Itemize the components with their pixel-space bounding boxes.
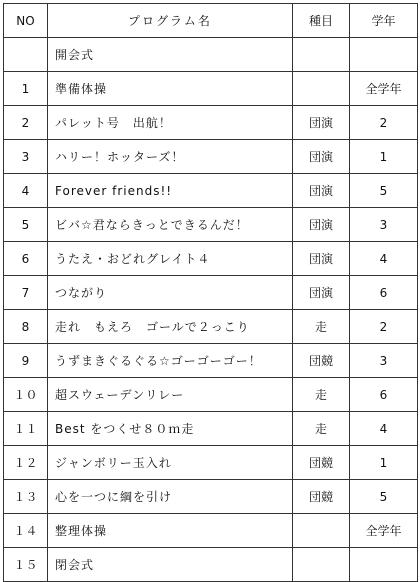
table-row [4, 412, 418, 446]
grade: 1 [350, 140, 418, 174]
row-number: １２ [4, 446, 48, 480]
program-name: つながり [48, 276, 293, 310]
header-event-type: 種目 [293, 4, 350, 38]
program-name: 超スウェーデンリレー [48, 378, 293, 412]
program-name: 閉会式 [48, 548, 293, 582]
row-number: １４ [4, 514, 48, 548]
grade: 2 [350, 310, 418, 344]
row-number: 6 [4, 242, 48, 276]
program-name: パレット号 出航！ [48, 106, 293, 140]
table-row [4, 446, 418, 480]
table-row [4, 38, 418, 72]
grade: 2 [350, 106, 418, 140]
row-number: 4 [4, 174, 48, 208]
event-type [293, 72, 350, 106]
program-name: ハリー！ホッターズ！ [48, 140, 293, 174]
event-type: 走 [293, 378, 350, 412]
table-header [4, 4, 418, 38]
program-name: 準備体操 [48, 72, 293, 106]
table-row [4, 514, 418, 548]
row-number: 8 [4, 310, 48, 344]
row-number: １５ [4, 548, 48, 582]
grade [350, 38, 418, 72]
grade: 3 [350, 208, 418, 242]
event-type: 団競 [293, 446, 350, 480]
event-type: 団競 [293, 344, 350, 378]
event-type [293, 38, 350, 72]
table-row [4, 72, 418, 106]
row-number: 1 [4, 72, 48, 106]
header-grade: 学年 [350, 4, 418, 38]
table-row [4, 378, 418, 412]
row-number: １０ [4, 378, 48, 412]
grade: 5 [350, 174, 418, 208]
header-no: NO [4, 4, 48, 38]
event-type: 団演 [293, 276, 350, 310]
grade: 全学年 [350, 514, 418, 548]
table-row [4, 140, 418, 174]
row-number: 5 [4, 208, 48, 242]
program-name: Forever friends!! [48, 174, 293, 208]
event-type: 団演 [293, 140, 350, 174]
event-type: 団競 [293, 480, 350, 514]
program-name: 開会式 [48, 38, 293, 72]
row-number: 9 [4, 344, 48, 378]
table-body [4, 38, 418, 582]
grade: 4 [350, 242, 418, 276]
program-name: ジャンボリー玉入れ [48, 446, 293, 480]
grade: 6 [350, 378, 418, 412]
grade: 4 [350, 412, 418, 446]
table-row [4, 242, 418, 276]
table-row [4, 276, 418, 310]
grade: 全学年 [350, 72, 418, 106]
program-name: 整理体操 [48, 514, 293, 548]
table-row [4, 480, 418, 514]
table-row [4, 174, 418, 208]
row-number: １３ [4, 480, 48, 514]
header-row [4, 4, 418, 38]
table-row [4, 106, 418, 140]
row-number [4, 38, 48, 72]
event-type [293, 514, 350, 548]
header-program-name: プログラム名 [48, 4, 293, 38]
program-name: 心を一つに綱を引け [48, 480, 293, 514]
event-type: 団演 [293, 208, 350, 242]
row-number: 2 [4, 106, 48, 140]
event-type [293, 548, 350, 582]
table-row [4, 548, 418, 582]
event-type: 走 [293, 310, 350, 344]
program-name: 走れ もえろ ゴールで２っこり [48, 310, 293, 344]
grade: 3 [350, 344, 418, 378]
event-type: 団演 [293, 174, 350, 208]
program-name: うたえ・おどれグレイト４ [48, 242, 293, 276]
program-name: うずまきぐるぐる☆ゴーゴーゴー！ [48, 344, 293, 378]
row-number: １１ [4, 412, 48, 446]
table-row [4, 310, 418, 344]
grade: 6 [350, 276, 418, 310]
row-number: 3 [4, 140, 48, 174]
program-table [3, 3, 418, 582]
event-type: 走 [293, 412, 350, 446]
grade: 1 [350, 446, 418, 480]
row-number: 7 [4, 276, 48, 310]
event-type: 団演 [293, 242, 350, 276]
table-row [4, 344, 418, 378]
grade [350, 548, 418, 582]
table-row [4, 208, 418, 242]
program-name: Best をつくせ８０ｍ走 [48, 412, 293, 446]
program-name: ビバ☆君ならきっとできるんだ！ [48, 208, 293, 242]
grade: 5 [350, 480, 418, 514]
event-type: 団演 [293, 106, 350, 140]
